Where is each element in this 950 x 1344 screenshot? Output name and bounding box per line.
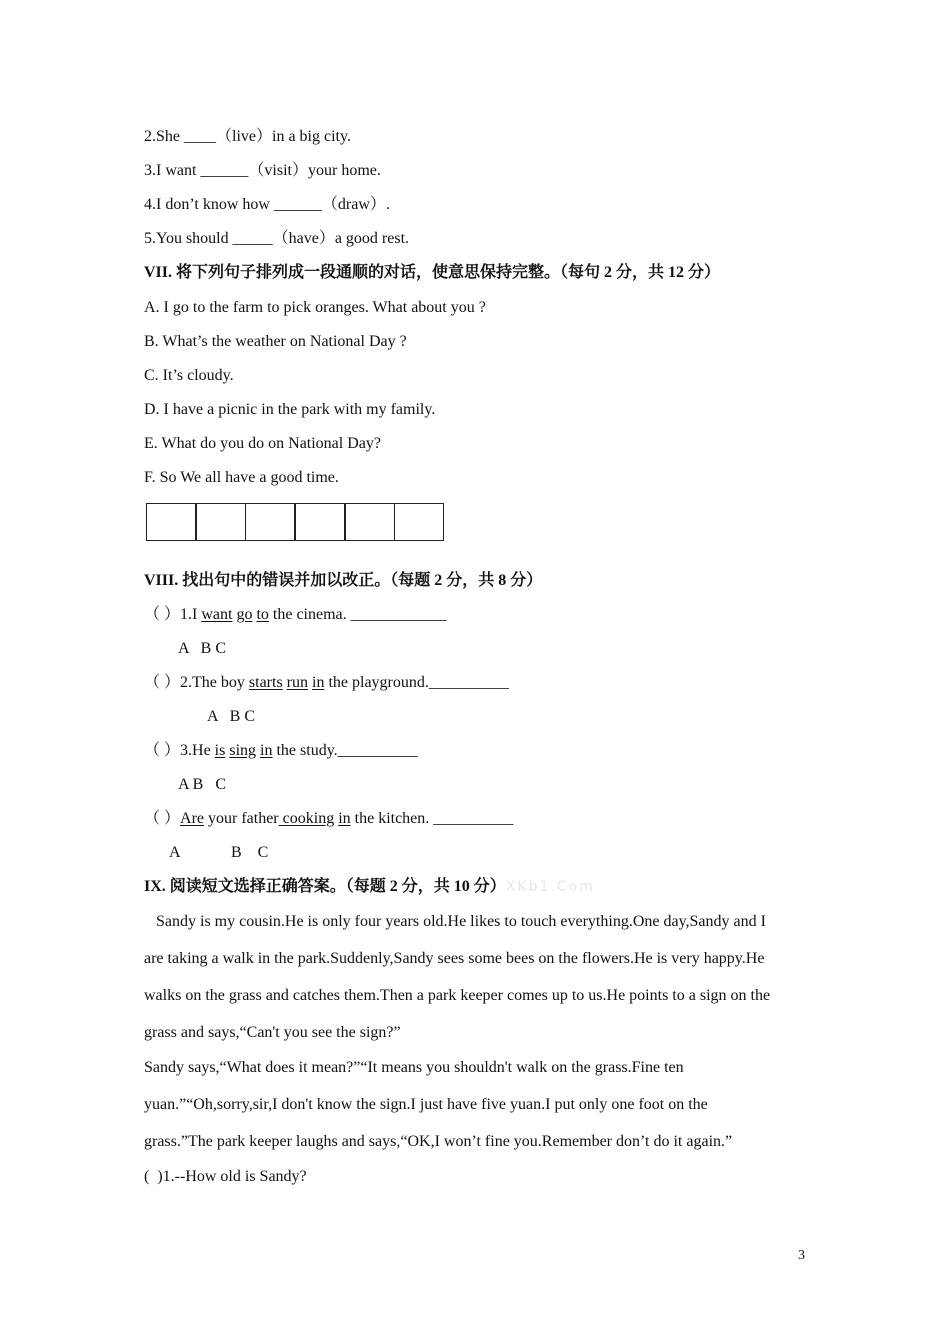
option-letters-3: A B C (178, 776, 227, 793)
question-text: your father (204, 810, 279, 827)
answer-box-5[interactable] (345, 503, 395, 541)
dialogue-option-d: D. I have a picnic in the park with my family. (144, 401, 436, 418)
passage-line-7: grass.”The park keeper laughs and says,“OK,I won’t fine you.Remember don’t do it again.” (144, 1133, 733, 1150)
passage-line-2: are taking a walk in the park.Suddenly,Sandy sees some bees on the flowers.He is very happy.He (144, 950, 765, 967)
passage-line-3: walks on the grass and catches them.Then a park keeper comes up to us.He points to a sign on the (144, 987, 771, 1004)
question-text: the cinema. ____________ (268, 606, 447, 623)
option-a-word: Are (180, 810, 204, 827)
answer-bracket: （ ） (144, 810, 181, 827)
question-text: 2.The boy (180, 674, 249, 691)
answer-bracket: （ ） (144, 742, 181, 759)
option-b-word: sing (229, 742, 257, 759)
question-text: the kitchen. __________ (350, 810, 514, 827)
option-c-word: in (312, 674, 325, 691)
option-letters-1: A B C (178, 640, 227, 657)
passage-line-6: yuan.”“Oh,sorry,sir,I don't know the sign.I just have five yuan.I put only one foot on the (144, 1096, 708, 1113)
option-b-word: run (286, 674, 308, 691)
error-question-4 (144, 809, 513, 829)
page-number: 3 (798, 1248, 805, 1263)
dialogue-option-f: F. So We all have a good time. (144, 469, 339, 486)
option-b-word: go (236, 606, 253, 623)
option-c-word: to (256, 606, 269, 623)
question-text: the playground.__________ (324, 674, 509, 691)
dialogue-option-c: C. It’s cloudy. (144, 367, 234, 384)
reading-question-1: ( )1.--How old is Sandy? (144, 1168, 307, 1185)
option-letter-a-4: A (169, 844, 181, 861)
question-text: the study.__________ (272, 742, 418, 759)
fill-in-question-4: 4.I don’t know how ______（draw）. (144, 196, 390, 213)
question-text: 1.I (180, 606, 202, 623)
dialogue-option-e: E. What do you do on National Day? (144, 435, 381, 452)
answer-box-2[interactable] (196, 503, 246, 541)
option-c-word: in (260, 742, 273, 759)
answer-bracket: （ ） (144, 674, 181, 691)
fill-in-question-5: 5.You should _____（have）a good rest. (144, 230, 410, 247)
passage-line-5: Sandy says,“What does it mean?”“It means you shouldn't walk on the grass.Fine ten (144, 1059, 684, 1076)
answer-box-1[interactable] (146, 503, 196, 541)
passage-line-1: Sandy is my cousin.He is only four years old.He likes to touch everything.One day,Sandy and I (144, 913, 766, 930)
answer-box-4[interactable] (295, 503, 345, 541)
watermark: XKb1.Com (505, 879, 595, 895)
section-9-title (144, 877, 595, 897)
option-b-word: cooking (278, 810, 335, 827)
answer-box-6[interactable] (394, 503, 444, 541)
fill-in-question-3: 3.I want ______（visit）your home. (144, 162, 381, 179)
option-letters-bc-4: B C (231, 844, 269, 861)
dialogue-option-a: A. I go to the farm to pick oranges. What about you ? (144, 299, 486, 316)
option-letters-2: A B C (207, 708, 256, 725)
dialogue-option-b: B. What’s the weather on National Day ? (144, 333, 407, 350)
passage-line-4: grass and says,“Can't you see the sign?” (144, 1024, 401, 1041)
section-9-title-text: IX. 阅读短文选择正确答案。（每题 2 分，共 10 分） (144, 878, 506, 895)
option-a-word: is (214, 742, 226, 759)
option-c-word: in (338, 810, 351, 827)
option-a-word: starts (248, 674, 283, 691)
error-question-3 (144, 741, 418, 761)
answer-bracket: （ ） (144, 606, 181, 623)
section-7-title: VII. 将下列句子排列成一段通顺的对话，使意思保持完整。（每句 2 分，共 12 分） (144, 264, 721, 281)
error-question-1 (144, 605, 447, 625)
fill-in-question-2: 2.She ____（live）in a big city. (144, 128, 351, 145)
option-a-word: want (201, 606, 233, 623)
section-8-title: VIII. 找出句中的错误并加以改正。（每题 2 分，共 8 分） (144, 572, 543, 589)
question-text: 3.He (180, 742, 215, 759)
answer-box-3[interactable] (245, 503, 295, 541)
error-question-2 (144, 673, 509, 693)
